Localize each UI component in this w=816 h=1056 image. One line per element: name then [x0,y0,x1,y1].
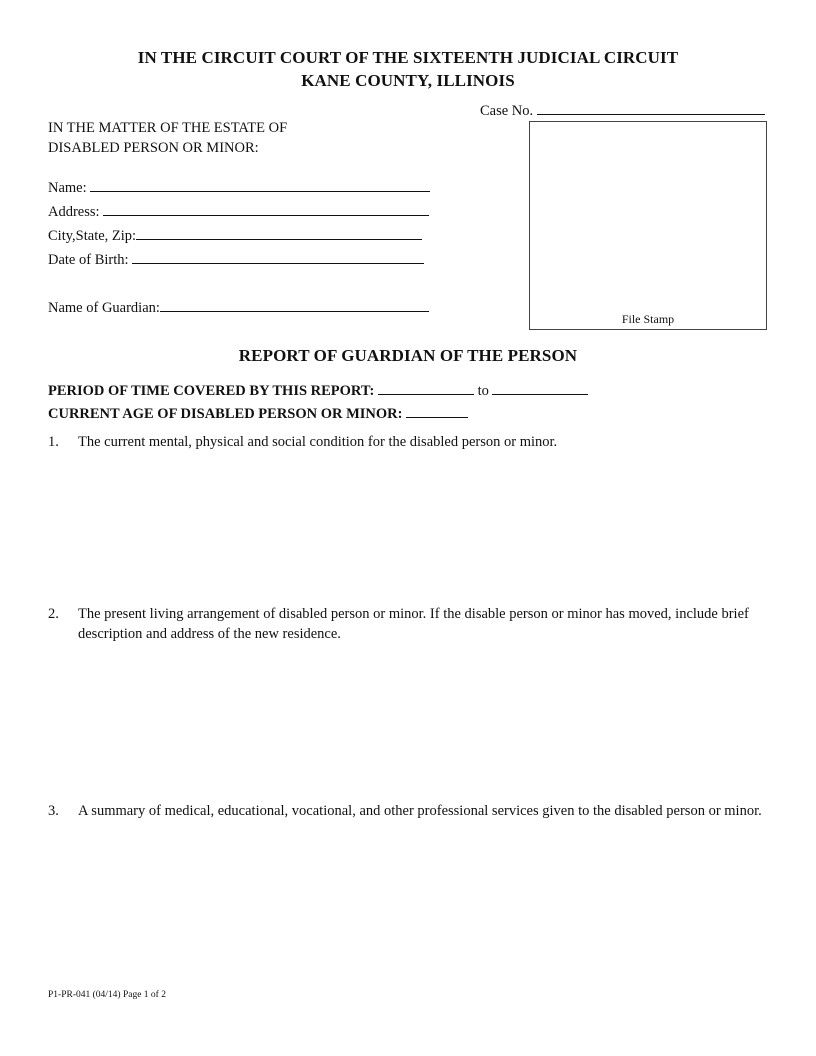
name-label: Name: [48,180,87,196]
period-row [48,380,588,400]
case-number-field[interactable] [537,100,765,115]
case-number-label: Case No. [480,103,534,119]
address-field[interactable] [103,201,429,216]
period-to-label: to [477,383,489,399]
item-1-text: The current mental, physical and social condition for the disabled person or minor. [78,434,558,450]
item-3-text: A summary of medical, educational, vocational, and other professional services given to the disabled person or minor. [78,803,762,819]
period-label: PERIOD OF TIME COVERED BY THIS REPORT: [48,383,375,399]
name-row [48,177,430,197]
item-3 [48,801,768,961]
item-2 [48,604,768,764]
city-state-zip-label: City,State, Zip: [48,228,137,244]
address-row [48,201,429,221]
matter-line-1: IN THE MATTER OF THE ESTATE OF [48,120,288,136]
period-end-field[interactable] [492,380,588,395]
court-heading: IN THE CIRCUIT COURT OF THE SIXTEENTH JUDICIAL CIRCUIT [137,48,679,67]
city-state-zip-row [48,225,422,245]
item-1 [48,432,768,582]
city-state-zip-field[interactable] [136,225,422,240]
date-of-birth-label: Date of Birth: [48,252,129,268]
file-stamp-box [529,121,767,330]
item-2-number: 2. [48,606,59,622]
date-of-birth-row [48,249,424,269]
name-field[interactable] [90,177,430,192]
file-stamp-label: File Stamp [621,312,675,326]
guardian-name-row [48,297,429,317]
guardian-name-label: Name of Guardian: [48,300,160,316]
address-label: Address: [48,204,100,220]
guardian-name-field[interactable] [160,297,429,312]
report-title: REPORT OF GUARDIAN OF THE PERSON [238,346,578,365]
current-age-row [48,403,468,423]
item-3-number: 3. [48,803,59,819]
current-age-label: CURRENT AGE OF DISABLED PERSON OR MINOR: [48,406,403,422]
current-age-field[interactable] [406,403,468,418]
matter-line-2: DISABLED PERSON OR MINOR: [48,140,259,156]
county-heading: KANE COUNTY, ILLINOIS [301,71,515,90]
date-of-birth-field[interactable] [132,249,424,264]
item-2-text: The present living arrangement of disabled person or minor. If the disable person or minor has moved, include brief description and address of the new residence. [78,606,749,642]
period-start-field[interactable] [378,380,474,395]
item-1-number: 1. [48,434,59,450]
form-footer: P1-PR-041 (04/14) Page 1 of 2 [48,990,166,1000]
case-number-row [480,100,765,120]
